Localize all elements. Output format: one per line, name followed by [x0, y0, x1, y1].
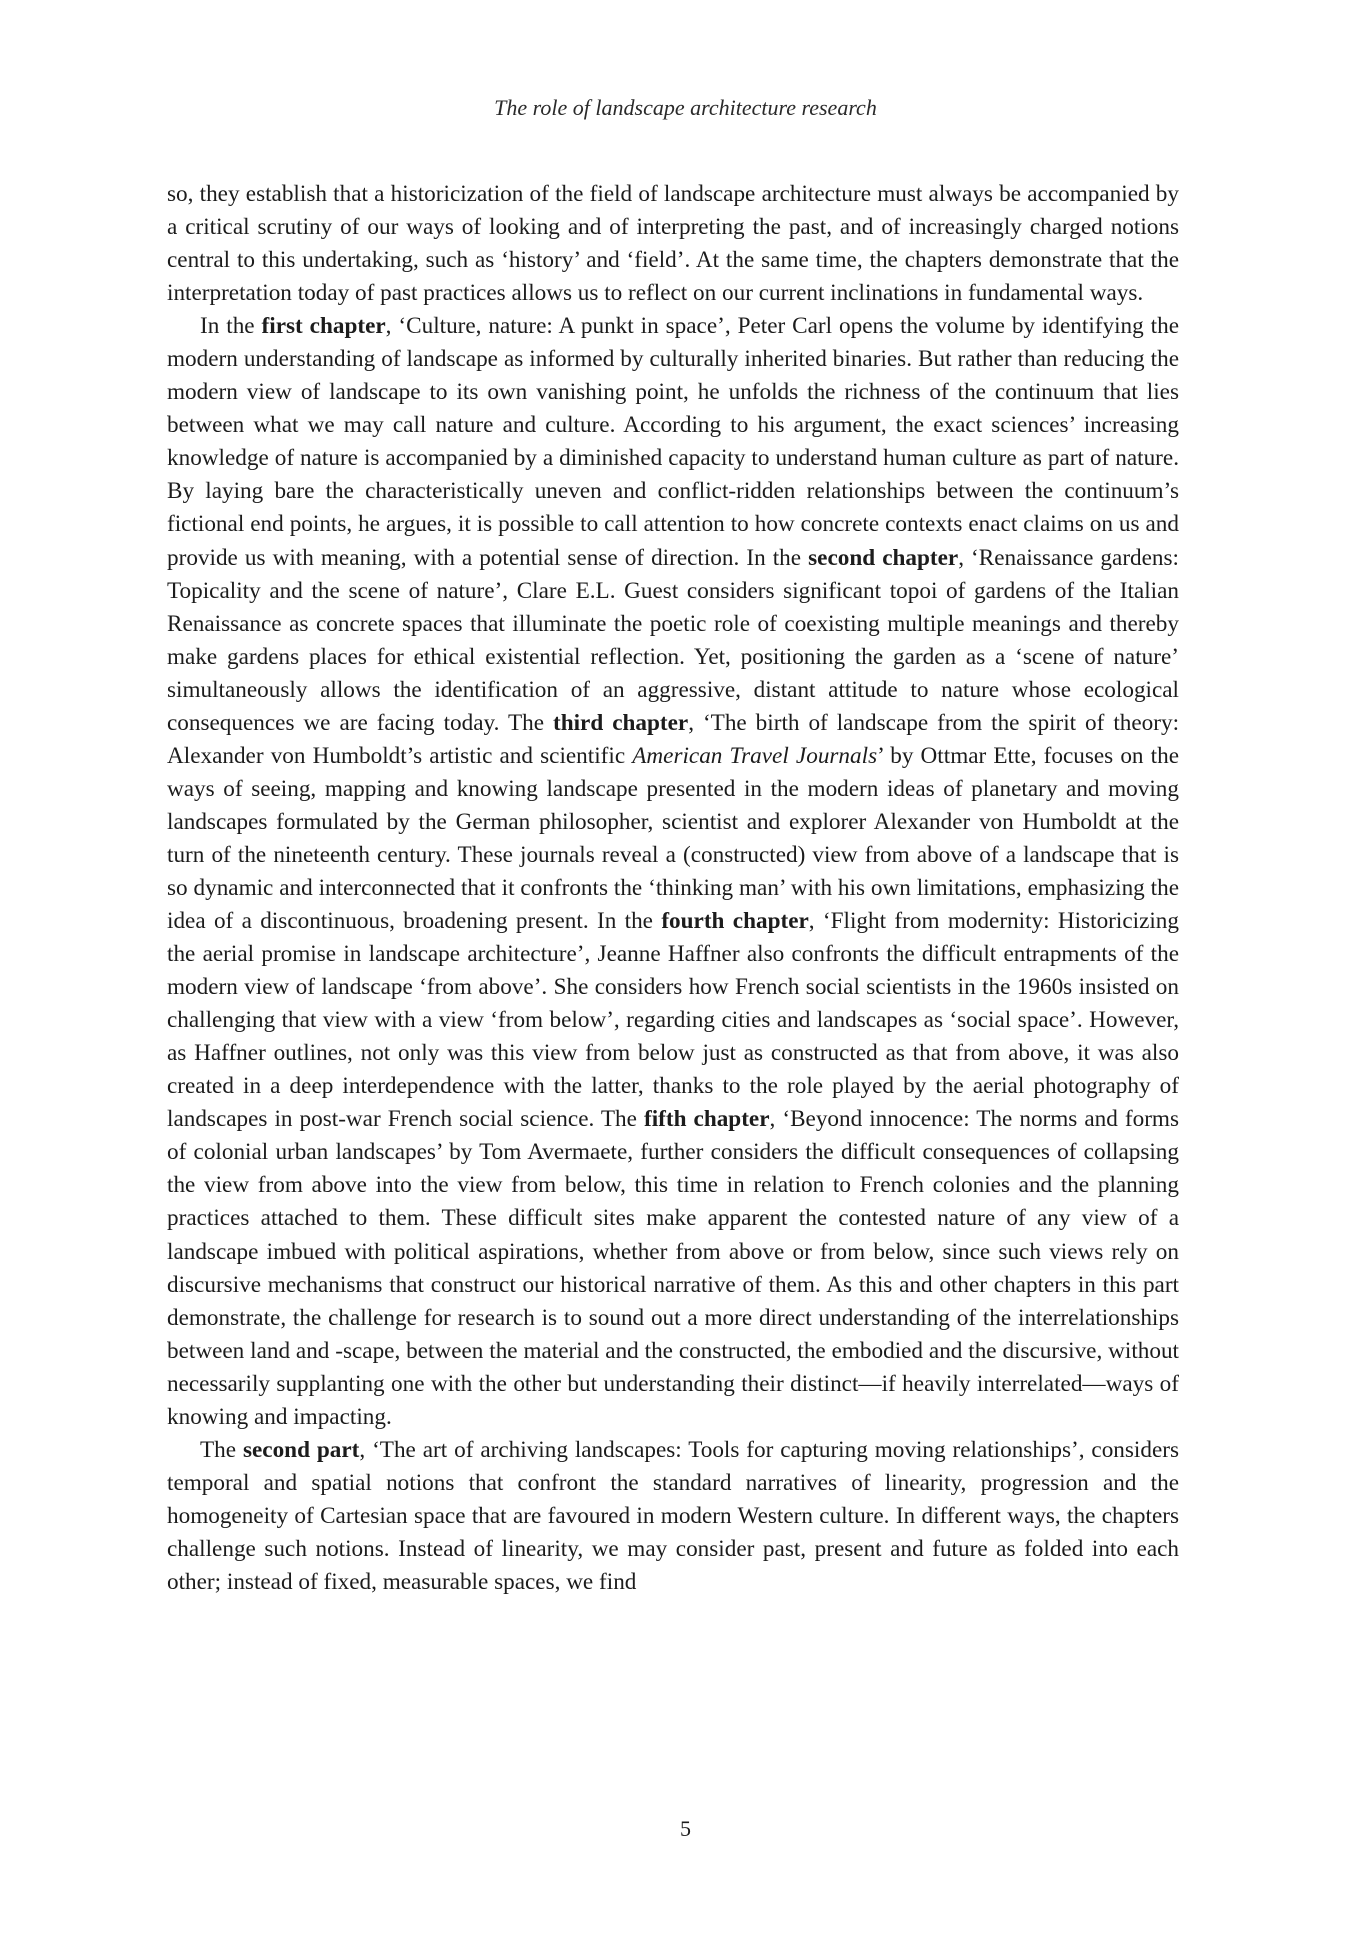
paragraph — [167, 178, 1179, 310]
text-segment: , ‘The birth of landscape from the spirit of theory: Alexander von Humboldt’s artistic and scientific — [167, 709, 1180, 769]
text-segment: , ‘Flight from modernity: Historicizing the aerial promise in landscape architecture’, Jeanne Haffner also confronts the difficult entrapments of the modern view of landscape ‘from above’. She considers how French social scientists in the 1960s insisted on challenging that view with a view ‘from below’, regarding cities and landscapes as ‘social space’. However, as Haffner outlines, not only was this view from below just as constructed as that from above, it was also created in a deep interdependence with the latter, thanks to the role played by the aerial photography of landscapes in post-war French social science. The — [167, 908, 1179, 1133]
body-text — [167, 178, 1179, 1599]
chapter-reference: first chapter — [261, 313, 386, 340]
text-segment: so, they establish that a historicization of the field of landscape architecture must always be accompanied by a critical scrutiny of our ways of looking and of interpreting the past, and of increasingly charged notions central to this undertaking, such as ‘history’ and ‘field’. At the same time, the chapters demonstrate that the interpretation today of past practices allows us to reflect on our current inclinations in fundamental ways. — [167, 181, 1179, 307]
chapter-reference: fifth chapter — [643, 1106, 770, 1133]
text-segment: , ‘Renaissance gardens: Topicality and the scene of nature’, Clare E.L. Guest considers significant topoi of gardens of the Italian Renaissance as concrete spaces that illuminate the poetic role of coexisting multiple meanings and thereby make gardens places for ethical existential reflection. Yet, positioning the garden as a ‘scene of nature’ simultaneously allows the identification of an aggressive, distant attitude to nature whose ecological consequences we are facing today. The — [167, 544, 1179, 736]
text-segment: , ‘Culture, nature: A punkt in space’, Peter Carl opens the volume by identifying the modern understanding of landscape as informed by culturally inherited binaries. But rather than reducing the modern view of landscape to its own vanishing point, he unfolds the richness of the continuum that lies between what we may call nature and culture. According to his argument, the exact sciences’ increasing knowledge of nature is accompanied by a diminished capacity to understand human culture as part of nature. By laying bare the characteristically uneven and conflict-ridden relationships between the continuum’s fictional end points, he argues, it is possible to call attention to how concrete contexts enact claims on us and provide us with meaning, with a potential sense of direction. In the — [167, 313, 1179, 571]
text-segment: ’ by Ottmar Ette, focuses on the ways of seeing, mapping and knowing landscape presented in the modern ideas of planetary and moving landscapes formulated by the German philosopher, scientist and explorer Alexander von Humboldt at the turn of the nineteenth century. These journals reveal a (constructed) view from above of a landscape that is so dynamic and interconnected that it confronts the ‘thinking man’ with his own limitations, emphasizing the idea of a discontinuous, broadening present. In the — [167, 742, 1179, 935]
paragraph — [167, 310, 1179, 1434]
paragraph — [167, 1434, 1179, 1599]
chapter-reference: second chapter — [808, 544, 959, 571]
text-segment: , ‘Beyond innocence: The norms and forms of colonial urban landscapes’ by Tom Avermaete, further considers the difficult consequences of collapsing the view from above into the view from below, this time in relation to French colonies and the planning practices attached to them. These difficult sites make apparent the contested nature of any view of a landscape imbued with political aspirations, whether from above or from below, since such views rely on discursive mechanisms that construct our historical narrative of them. As this and other chapters in this part demonstrate, the challenge for research is to sound out a more direct understanding of the interrelationships between land and -scape, between the material and the constructed, the embodied and the discursive, without necessarily supplanting one with the other but understanding their distinct—if heavily interrelated—ways of knowing and impacting. — [167, 1106, 1179, 1430]
chapter-reference: fourth chapter — [661, 908, 809, 935]
part-reference: second part — [242, 1436, 360, 1463]
text-segment: , ‘The art of archiving landscapes: Tools for capturing moving relationships’, considers temporal and spatial notions that confront the standard narratives of linearity, progression and the homogeneity of Cartesian space that are favoured in modern Western culture. In different ways, the chapters challenge such notions. Instead of linearity, we may consider past, present and future as folded into each other; instead of fixed, measurable spaces, we find — [167, 1436, 1179, 1595]
text-segment: The — [200, 1436, 243, 1463]
text-segment: In the — [200, 313, 262, 340]
page-number: 5 — [680, 1816, 691, 1841]
book-title: American Travel Journals — [632, 742, 878, 769]
running-head: The role of landscape architecture research — [494, 95, 877, 120]
chapter-reference: third chapter — [552, 709, 689, 736]
